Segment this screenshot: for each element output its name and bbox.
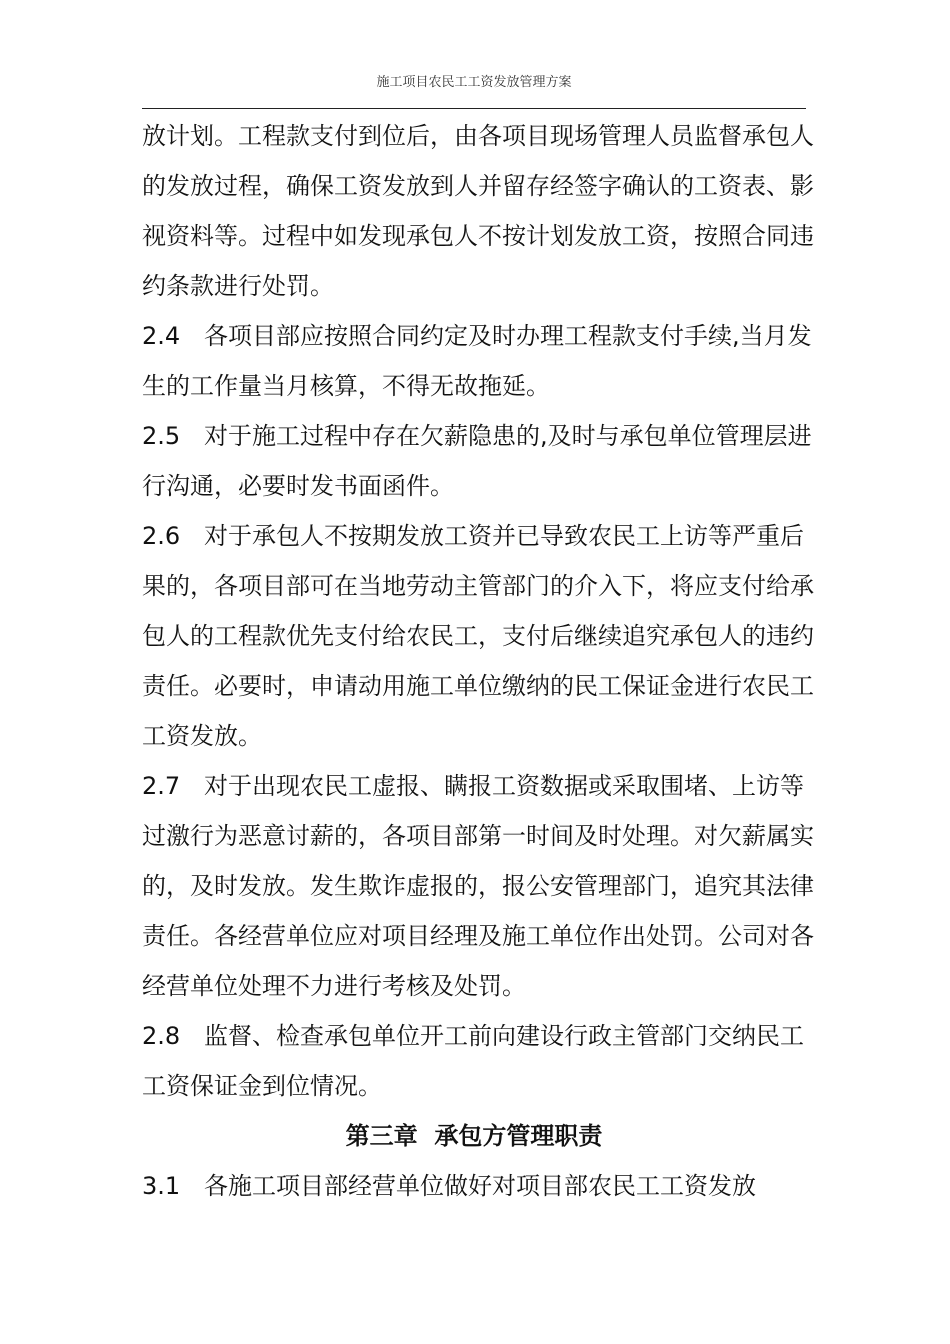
paragraph-number: 2.6 xyxy=(142,522,181,550)
paragraph-text: 各项目部应按照合同约定及时办理工程款支付手续,当月发生的工作量当月核算，不得无故拖延。 xyxy=(142,322,812,400)
paragraph-text: 对于出现农民工虚报、瞒报工资数据或采取围堵、上访等过激行为恶意讨薪的，各项目部第一时间及时处理。对欠薪属实的，及时发放。发生欺诈虚报的，报公安管理部门，追究其法律责任。各经营单位应对项目经理及施工单位作出处罚。公司对各经营单位处理不力进行考核及处罚。 xyxy=(142,772,814,1000)
paragraph-text: 各施工项目部经营单位做好对项目部农民工工资发放 xyxy=(204,1172,756,1200)
paragraph-number: 2.4 xyxy=(142,322,181,350)
paragraph-2-7 xyxy=(142,761,822,1011)
paragraph-number: 2.5 xyxy=(142,422,181,450)
document-body xyxy=(142,111,822,1211)
header-divider xyxy=(142,108,806,109)
paragraph-2-5 xyxy=(142,411,822,511)
paragraph-2-4 xyxy=(142,311,822,411)
paragraph-3-1 xyxy=(142,1161,822,1211)
paragraph-number: 2.8 xyxy=(142,1022,181,1050)
paragraph-text: 对于承包人不按期发放工资并已导致农民工上访等严重后果的，各项目部可在当地劳动主管部门的介入下，将应支付给承包人的工程款优先支付给农民工，支付后继续追究承包人的违约责任。必要时，申请动用施工单位缴纳的民工保证金进行农民工工资发放。 xyxy=(142,522,814,750)
paragraph-number: 2.7 xyxy=(142,772,181,800)
paragraph-2-8 xyxy=(142,1011,822,1111)
paragraph-text: 对于施工过程中存在欠薪隐患的,及时与承包单位管理层进行沟通，必要时发书面函件。 xyxy=(142,422,812,500)
chapter-heading: 第三章 承包方管理职责 xyxy=(345,1122,603,1150)
paragraph-text: 监督、检查承包单位开工前向建设行政主管部门交纳民工工资保证金到位情况。 xyxy=(142,1022,804,1100)
page-header-title: 施工项目农民工工资发放管理方案 xyxy=(376,75,572,90)
paragraph-continued xyxy=(142,111,822,311)
paragraph-number: 3.1 xyxy=(142,1172,181,1200)
paragraph-2-6 xyxy=(142,511,822,761)
paragraph-text: 放计划。工程款支付到位后，由各项目现场管理人员监督承包人的发放过程，确保工资发放到人并留存经签字确认的工资表、影视资料等。过程中如发现承包人不按计划发放工资，按照合同违约条款进行处罚。 xyxy=(142,122,814,300)
